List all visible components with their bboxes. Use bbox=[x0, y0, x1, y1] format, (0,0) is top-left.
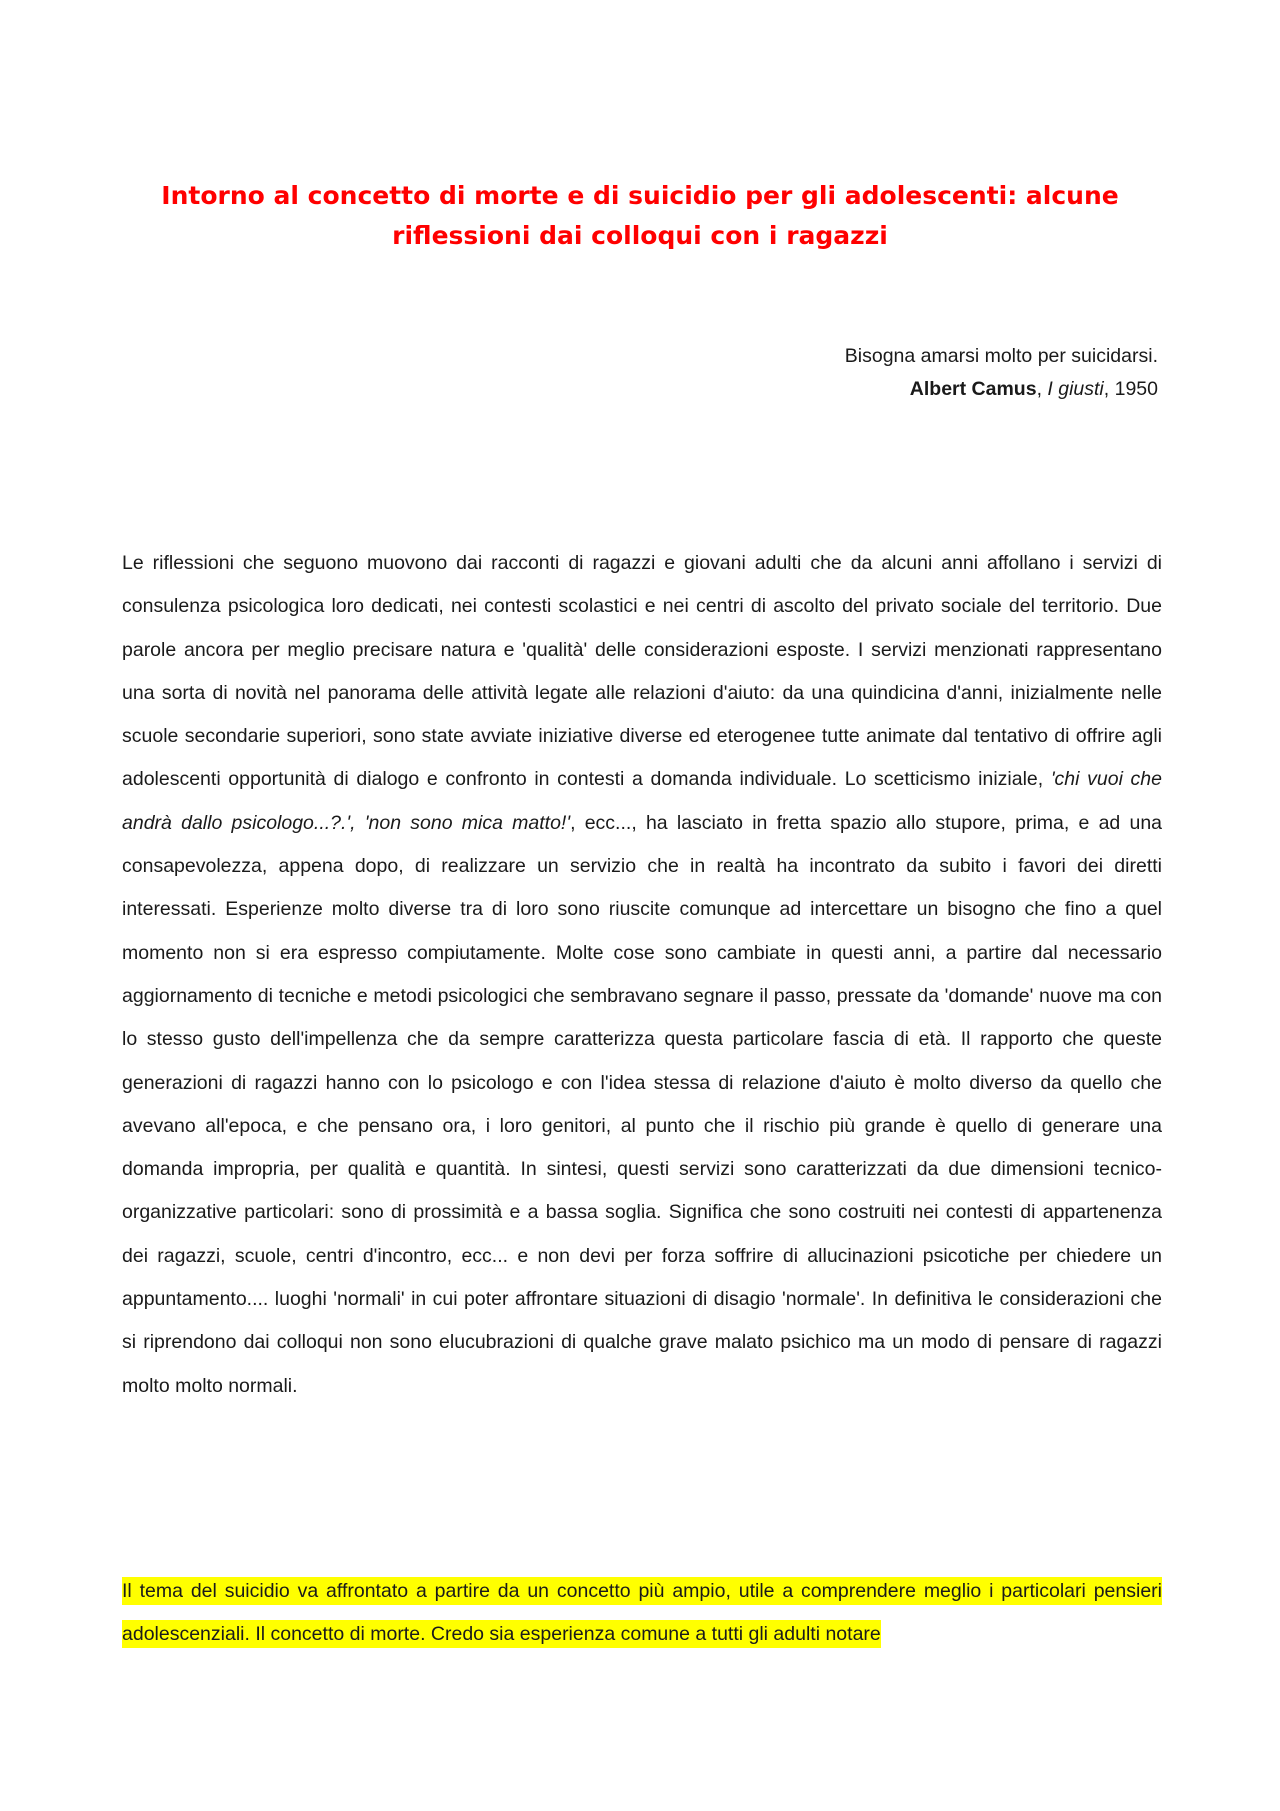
paragraph-text: , ecc..., ha lasciato in fretta spazio allo stupore, prima, e ad una consapevolezza, appena dopo, di realizzare un servizio che in realtà ha incontrato da subito i favori dei diretti interessati. Esperienze molto diverse tra di loro sono riuscite comunque ad intercettare un bisogno che fino a quel momento non si era espresso compiutamente. Molte cose sono cambiate in questi anni, a partire dal necessario aggiornamento di tecniche e metodi psicologici che sembravano segnare il passo, pressate da 'domande' nuove ma con lo stesso gusto dell'impellenza che da sempre caratterizza questa particolare fascia di età. Il rapporto che queste generazioni di ragazzi hanno con lo psicologo e con l'idea stessa di relazione d'aiuto è molto diverso da quello che avevano all'epoca, e che pensano ora, i loro genitori, al punto che il rischio più grande è quello di generare una domanda impropria, per qualità e quantità. In sintesi, questi servizi sono caratterizzati da due dimensioni tecnico-organizzative particolari: sono di prossimità e a bassa soglia. Significa che sono costruiti nei contesti di appartenenza dei ragazzi, scuole, centri d'incontro, ecc... e non devi per forza soffrire di allucinazioni psicotiche per chiedere un appuntamento.... luoghi 'normali' in cui poter affrontare situazioni di disagio 'normale'. In definitiva le considerazioni che si riprendono dai colloqui non sono elucubrazioni di qualche grave malato psichico ma un modo di pensare di ragazzi molto molto normali. bbox=[122, 811, 1163, 1397]
epigraph-work: I giusti bbox=[1047, 378, 1104, 400]
highlighted-text: Il tema del suicidio va affrontato a partire da un concetto più ampio, utile a comprendere meglio i particolari pensieri adolescenziali. Il concetto di morte. Credo sia esperienza comune a tutti gli adulti notare bbox=[122, 1577, 1162, 1648]
body-paragraph-1 bbox=[122, 542, 1162, 1408]
paragraph-italic-quote: 'chi vuoi che andrà dallo psicologo...?.', 'non sono mica matto!' bbox=[122, 768, 1162, 834]
epigraph-separator: , bbox=[1036, 378, 1048, 400]
epigraph-separator: , bbox=[1103, 378, 1115, 400]
epigraph-attribution bbox=[845, 373, 1158, 406]
epigraph bbox=[845, 340, 1158, 406]
document-title: Intorno al concetto di morte e di suicidio per gli adolescenti: alcune riflessioni dai colloqui con i ragazzi bbox=[161, 181, 1119, 250]
body-paragraph-2 bbox=[122, 1570, 1162, 1657]
epigraph-author: Albert Camus bbox=[909, 378, 1037, 400]
paragraph-text: Le riflessioni che seguono muovono dai racconti di ragazzi e giovani adulti che da alcuni anni affollano i servizi di consulenza psicologica loro dedicati, nei contesti scolastici e nei centri di ascolto del privato sociale del territorio. Due parole ancora per meglio precisare natura e 'qualità' delle considerazioni esposte. I servizi menzionati rappresentano una sorta di novità nel panorama delle attività legate alle relazioni d'aiuto: da una quindicina d'anni, inizialmente nelle scuole secondarie superiori, sono state avviate iniziative diverse ed eterogenee tutte animate dal tentativo di offrire agli adolescenti opportunità di dialogo e confronto in contesti a domanda individuale. Lo scetticismo iniziale, bbox=[122, 552, 1162, 791]
epigraph-year: 1950 bbox=[1114, 378, 1158, 400]
epigraph-quote: Bisogna amarsi molto per suicidarsi. bbox=[844, 345, 1158, 367]
